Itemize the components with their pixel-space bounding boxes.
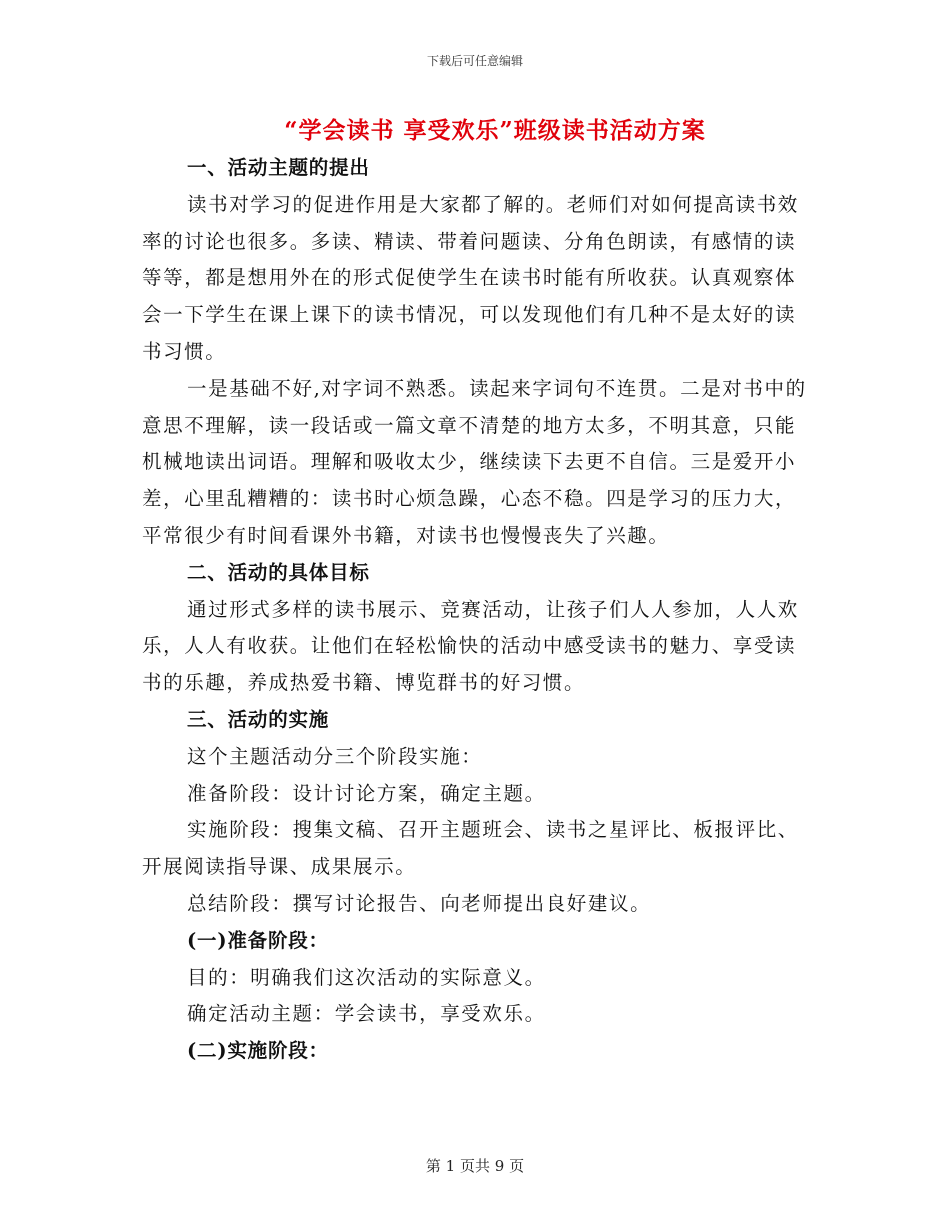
paragraph: 总结阶段：撰写讨论报告、向老师提出良好建议。 bbox=[187, 891, 652, 915]
page-header: 下载后可任意编辑 bbox=[426, 54, 523, 68]
paragraph: 目的：明确我们这次活动的实际意义。 bbox=[187, 965, 546, 989]
paragraph: 这个主题活动分三个阶段实施： bbox=[187, 744, 483, 768]
subsection-heading-1: (一)准备阶段： bbox=[187, 928, 329, 952]
paragraph: 通过形式多样的读书展示、竞赛活动，让孩子们人人参加，人人欢乐，人人有收获。让他们在轻松愉快的活动中感受读书的魅力、享受读书的乐趣，养成热爱书籍、博览群书的好习惯。 bbox=[142, 597, 799, 695]
page-footer: 第 1 页共 9 页 bbox=[425, 1157, 525, 1175]
paragraph: 一是基础不好,对字词不熟悉。读起来字词句不连贯。二是对书中的意思不理解，读一段话或一篇文章不清楚的地方太多，不明其意，只能机械地读出词语。理解和吸收太少，继续读下去更不自信。三是爱开小差，心里乱糟糟的：读书时心烦急躁，心态不稳。四是学习的压力大，平常很少有时间看课外书籍，对读书也慢慢丧失了兴趣。 bbox=[142, 376, 807, 547]
paragraph: 实施阶段：搜集文稿、召开主题班会、读书之星评比、板报评比、开展阅读指导课、成果展示。 bbox=[142, 818, 799, 879]
subsection-heading-2: (二)实施阶段： bbox=[187, 1039, 329, 1063]
paragraph: 确定活动主题：学会读书，享受欢乐。 bbox=[187, 1002, 546, 1026]
paragraph: 读书对学习的促进作用是大家都了解的。老师们对如何提高读书效率的讨论也很多。多读、精读、带着问题读、分角色朗读，有感情的读等等，都是想用外在的形式促使学生在读书时能有所收获。认真观察体会一下学生在课上课下的读书情况，可以发现他们有几种不是太好的读书习惯。 bbox=[142, 192, 799, 363]
document-body bbox=[142, 150, 812, 1070]
section-heading-1: 一、活动主题的提出 bbox=[187, 156, 370, 179]
document-title: “学会读书 享受欢乐”班级读书活动方案 bbox=[284, 117, 706, 144]
section-heading-3: 三、活动的实施 bbox=[187, 707, 330, 731]
paragraph: 准备阶段：设计讨论方案，确定主题。 bbox=[187, 781, 546, 805]
section-heading-2: 二、活动的具体目标 bbox=[187, 560, 370, 584]
